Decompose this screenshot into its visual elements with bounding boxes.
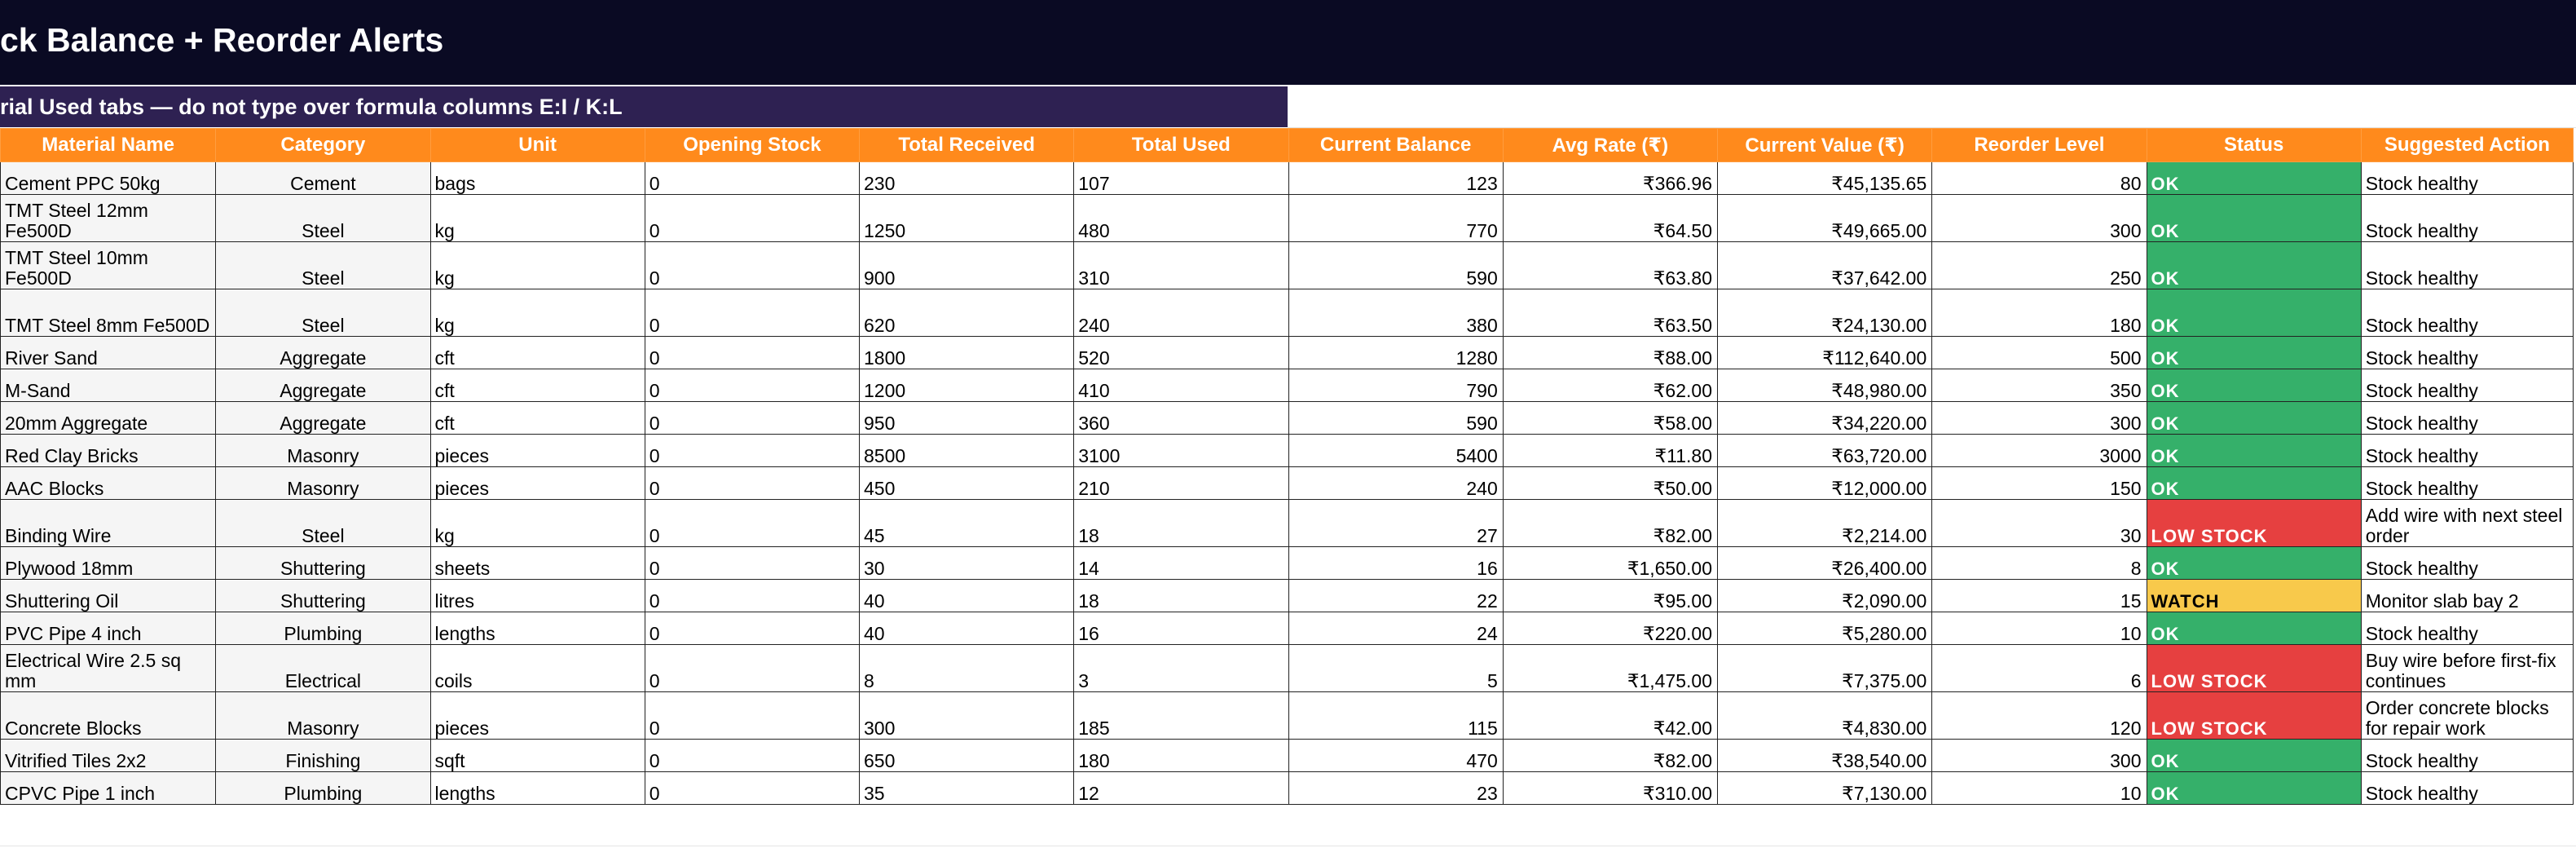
stock-table	[0, 128, 2574, 805]
cell-reorder-level[interactable]: 300	[1932, 740, 2147, 772]
cell-status[interactable]: OK	[2147, 162, 2361, 195]
cell-current-value[interactable]: ₹2,214.00	[1718, 500, 1932, 547]
cell-reorder-level[interactable]: 80	[1932, 162, 2147, 195]
cell-total-used[interactable]: 3	[1074, 645, 1288, 692]
cell-current-value[interactable]: ₹4,830.00	[1718, 692, 1932, 740]
cell-suggested-action[interactable]: Stock healthy	[2361, 242, 2573, 289]
table-row	[1, 242, 2574, 289]
cell-material-name[interactable]: TMT Steel 8mm Fe500D	[1, 289, 216, 337]
cell-avg-rate[interactable]: ₹95.00	[1503, 580, 1717, 612]
header-row	[1, 129, 2574, 162]
cell-current-balance[interactable]: 1280	[1288, 337, 1503, 369]
table-row	[1, 467, 2574, 500]
cell-status[interactable]: OK	[2147, 289, 2361, 337]
cell-opening-stock[interactable]: 0	[645, 500, 859, 547]
cell-current-value[interactable]: ₹112,640.00	[1718, 337, 1932, 369]
cell-unit[interactable]: pieces	[430, 435, 645, 467]
cell-opening-stock[interactable]: 0	[645, 435, 859, 467]
cell-reorder-level[interactable]: 15	[1932, 580, 2147, 612]
cell-suggested-action[interactable]: Buy wire before first-fix continues	[2361, 645, 2573, 692]
cell-category[interactable]: Aggregate	[216, 402, 430, 435]
cell-status[interactable]: OK	[2147, 547, 2361, 580]
col-header-opening-stock[interactable]: Opening Stock	[645, 129, 859, 162]
cell-total-used[interactable]: 240	[1074, 289, 1288, 337]
cell-total-received[interactable]: 45	[860, 500, 1074, 547]
cell-avg-rate[interactable]: ₹1,475.00	[1503, 645, 1717, 692]
cell-current-value[interactable]: ₹63,720.00	[1718, 435, 1932, 467]
table-row	[1, 547, 2574, 580]
table-row	[1, 337, 2574, 369]
cell-current-value[interactable]: ₹24,130.00	[1718, 289, 1932, 337]
cell-opening-stock[interactable]: 0	[645, 740, 859, 772]
cell-avg-rate[interactable]: ₹58.00	[1503, 402, 1717, 435]
cell-category[interactable]: Steel	[216, 500, 430, 547]
cell-material-name[interactable]: PVC Pipe 4 inch	[1, 612, 216, 645]
cell-avg-rate[interactable]: ₹366.96	[1503, 162, 1717, 195]
cell-current-balance[interactable]: 5	[1288, 645, 1503, 692]
cell-reorder-level[interactable]: 3000	[1932, 435, 2147, 467]
cell-category[interactable]: Cement	[216, 162, 430, 195]
cell-total-received[interactable]: 30	[860, 547, 1074, 580]
cell-avg-rate[interactable]: ₹1,650.00	[1503, 547, 1717, 580]
cell-current-value[interactable]: ₹38,540.00	[1718, 740, 1932, 772]
cell-unit[interactable]: lengths	[430, 612, 645, 645]
cell-total-received[interactable]: 8500	[860, 435, 1074, 467]
cell-unit[interactable]: kg	[430, 195, 645, 242]
col-header-reorder-level[interactable]: Reorder Level	[1932, 129, 2147, 162]
cell-status[interactable]: OK	[2147, 467, 2361, 500]
cell-current-value[interactable]: ₹2,090.00	[1718, 580, 1932, 612]
cell-unit[interactable]: kg	[430, 500, 645, 547]
cell-current-value[interactable]: ₹48,980.00	[1718, 369, 1932, 402]
cell-current-value[interactable]: ₹45,135.65	[1718, 162, 1932, 195]
col-header-suggested-action[interactable]: Suggested Action	[2361, 129, 2573, 162]
cell-total-used[interactable]: 16	[1074, 612, 1288, 645]
cell-current-balance[interactable]: 22	[1288, 580, 1503, 612]
cell-avg-rate[interactable]: ₹62.00	[1503, 369, 1717, 402]
cell-material-name[interactable]: 20mm Aggregate	[1, 402, 216, 435]
cell-material-name[interactable]: Shuttering Oil	[1, 580, 216, 612]
table-row	[1, 289, 2574, 337]
cell-reorder-level[interactable]: 10	[1932, 772, 2147, 805]
col-header-unit[interactable]: Unit	[430, 129, 645, 162]
cell-reorder-level[interactable]: 180	[1932, 289, 2147, 337]
cell-category[interactable]: Steel	[216, 242, 430, 289]
cell-status[interactable]: LOW STOCK	[2147, 692, 2361, 740]
cell-opening-stock[interactable]: 0	[645, 242, 859, 289]
col-header-status[interactable]: Status	[2147, 129, 2361, 162]
empty-rows	[0, 805, 2576, 846]
cell-reorder-level[interactable]: 500	[1932, 337, 2147, 369]
cell-suggested-action[interactable]: Stock healthy	[2361, 369, 2573, 402]
cell-category[interactable]: Aggregate	[216, 337, 430, 369]
cell-current-value[interactable]: ₹37,642.00	[1718, 242, 1932, 289]
cell-opening-stock[interactable]: 0	[645, 467, 859, 500]
table-row	[1, 500, 2574, 547]
cell-reorder-level[interactable]: 150	[1932, 467, 2147, 500]
cell-category[interactable]: Electrical	[216, 645, 430, 692]
cell-current-balance[interactable]: 590	[1288, 402, 1503, 435]
cell-status[interactable]: WATCH	[2147, 580, 2361, 612]
cell-current-balance[interactable]: 23	[1288, 772, 1503, 805]
cell-material-name[interactable]: Electrical Wire 2.5 sq mm	[1, 645, 216, 692]
cell-reorder-level[interactable]: 30	[1932, 500, 2147, 547]
cell-reorder-level[interactable]: 300	[1932, 195, 2147, 242]
cell-total-used[interactable]: 107	[1074, 162, 1288, 195]
cell-opening-stock[interactable]: 0	[645, 402, 859, 435]
cell-suggested-action[interactable]: Stock healthy	[2361, 195, 2573, 242]
cell-total-received[interactable]: 230	[860, 162, 1074, 195]
cell-current-balance[interactable]: 590	[1288, 242, 1503, 289]
cell-suggested-action[interactable]: Stock healthy	[2361, 612, 2573, 645]
instruction-text: rial Used tabs — do not type over formula columns E:I / K:L	[0, 95, 623, 119]
cell-material-name[interactable]: AAC Blocks	[1, 467, 216, 500]
cell-unit[interactable]: sheets	[430, 547, 645, 580]
cell-total-used[interactable]: 480	[1074, 195, 1288, 242]
cell-avg-rate[interactable]: ₹50.00	[1503, 467, 1717, 500]
cell-suggested-action[interactable]: Stock healthy	[2361, 740, 2573, 772]
cell-total-received[interactable]: 900	[860, 242, 1074, 289]
cell-avg-rate[interactable]: ₹11.80	[1503, 435, 1717, 467]
cell-reorder-level[interactable]: 120	[1932, 692, 2147, 740]
cell-category[interactable]: Finishing	[216, 740, 430, 772]
table-row	[1, 612, 2574, 645]
cell-unit[interactable]: kg	[430, 289, 645, 337]
cell-status[interactable]: OK	[2147, 740, 2361, 772]
cell-suggested-action[interactable]: Add wire with next steel order	[2361, 500, 2573, 547]
empty-grid-area	[1288, 86, 2576, 128]
cell-category[interactable]: Shuttering	[216, 580, 430, 612]
cell-opening-stock[interactable]: 0	[645, 547, 859, 580]
cell-current-balance[interactable]: 27	[1288, 500, 1503, 547]
cell-total-received[interactable]: 650	[860, 740, 1074, 772]
cell-total-used[interactable]: 12	[1074, 772, 1288, 805]
cell-opening-stock[interactable]: 0	[645, 612, 859, 645]
cell-category[interactable]: Masonry	[216, 467, 430, 500]
col-header-current-value[interactable]: Current Value (₹)	[1718, 129, 1932, 162]
cell-total-used[interactable]: 185	[1074, 692, 1288, 740]
cell-total-used[interactable]: 310	[1074, 242, 1288, 289]
cell-suggested-action[interactable]: Stock healthy	[2361, 467, 2573, 500]
cell-category[interactable]: Steel	[216, 195, 430, 242]
col-header-total-used[interactable]: Total Used	[1074, 129, 1288, 162]
col-header-material-name[interactable]: Material Name	[1, 129, 216, 162]
cell-opening-stock[interactable]: 0	[645, 289, 859, 337]
cell-total-received[interactable]: 40	[860, 612, 1074, 645]
table-body	[1, 162, 2574, 805]
cell-current-balance[interactable]: 24	[1288, 612, 1503, 645]
col-header-current-balance[interactable]: Current Balance	[1288, 129, 1503, 162]
cell-suggested-action[interactable]: Stock healthy	[2361, 402, 2573, 435]
cell-unit[interactable]: pieces	[430, 467, 645, 500]
cell-material-name[interactable]: Concrete Blocks	[1, 692, 216, 740]
table-row	[1, 692, 2574, 740]
cell-unit[interactable]: cft	[430, 369, 645, 402]
cell-current-value[interactable]: ₹34,220.00	[1718, 402, 1932, 435]
col-header-avg-rate[interactable]: Avg Rate (₹)	[1503, 129, 1717, 162]
cell-status[interactable]: OK	[2147, 242, 2361, 289]
sheet-title: ck Balance + Reorder Alerts	[0, 21, 444, 59]
cell-material-name[interactable]: CPVC Pipe 1 inch	[1, 772, 216, 805]
cell-total-received[interactable]: 1250	[860, 195, 1074, 242]
cell-unit[interactable]: lengths	[430, 772, 645, 805]
cell-current-balance[interactable]: 770	[1288, 195, 1503, 242]
cell-total-received[interactable]: 620	[860, 289, 1074, 337]
table-row	[1, 369, 2574, 402]
cell-opening-stock[interactable]: 0	[645, 195, 859, 242]
cell-suggested-action[interactable]: Monitor slab bay 2	[2361, 580, 2573, 612]
cell-avg-rate[interactable]: ₹82.00	[1503, 740, 1717, 772]
cell-opening-stock[interactable]: 0	[645, 645, 859, 692]
cell-current-value[interactable]: ₹12,000.00	[1718, 467, 1932, 500]
cell-material-name[interactable]: Vitrified Tiles 2x2	[1, 740, 216, 772]
col-header-category[interactable]: Category	[216, 129, 430, 162]
cell-total-received[interactable]: 1200	[860, 369, 1074, 402]
cell-material-name[interactable]: Red Clay Bricks	[1, 435, 216, 467]
cell-total-used[interactable]: 210	[1074, 467, 1288, 500]
cell-avg-rate[interactable]: ₹82.00	[1503, 500, 1717, 547]
cell-status[interactable]: LOW STOCK	[2147, 645, 2361, 692]
cell-opening-stock[interactable]: 0	[645, 772, 859, 805]
cell-total-used[interactable]: 520	[1074, 337, 1288, 369]
cell-reorder-level[interactable]: 6	[1932, 645, 2147, 692]
cell-unit[interactable]: litres	[430, 580, 645, 612]
cell-unit[interactable]: cft	[430, 337, 645, 369]
cell-status[interactable]: LOW STOCK	[2147, 500, 2361, 547]
cell-material-name[interactable]: TMT Steel 12mm Fe500D	[1, 195, 216, 242]
cell-reorder-level[interactable]: 300	[1932, 402, 2147, 435]
cell-total-received[interactable]: 35	[860, 772, 1074, 805]
cell-total-used[interactable]: 14	[1074, 547, 1288, 580]
instruction-banner	[0, 86, 1288, 127]
cell-unit[interactable]: sqft	[430, 740, 645, 772]
cell-total-used[interactable]: 18	[1074, 580, 1288, 612]
cell-suggested-action[interactable]: Stock healthy	[2361, 162, 2573, 195]
table-row	[1, 772, 2574, 805]
cell-unit[interactable]: pieces	[430, 692, 645, 740]
cell-current-balance[interactable]: 16	[1288, 547, 1503, 580]
cell-avg-rate[interactable]: ₹63.80	[1503, 242, 1717, 289]
cell-current-value[interactable]: ₹26,400.00	[1718, 547, 1932, 580]
cell-current-balance[interactable]: 115	[1288, 692, 1503, 740]
cell-current-balance[interactable]: 123	[1288, 162, 1503, 195]
cell-total-received[interactable]: 1800	[860, 337, 1074, 369]
cell-reorder-level[interactable]: 250	[1932, 242, 2147, 289]
cell-reorder-level[interactable]: 8	[1932, 547, 2147, 580]
cell-suggested-action[interactable]: Stock healthy	[2361, 289, 2573, 337]
cell-opening-stock[interactable]: 0	[645, 369, 859, 402]
cell-opening-stock[interactable]: 0	[645, 337, 859, 369]
cell-current-balance[interactable]: 790	[1288, 369, 1503, 402]
table-row	[1, 580, 2574, 612]
cell-avg-rate[interactable]: ₹42.00	[1503, 692, 1717, 740]
cell-avg-rate[interactable]: ₹88.00	[1503, 337, 1717, 369]
cell-status[interactable]: OK	[2147, 337, 2361, 369]
cell-total-received[interactable]: 950	[860, 402, 1074, 435]
cell-current-balance[interactable]: 240	[1288, 467, 1503, 500]
cell-material-name[interactable]: River Sand	[1, 337, 216, 369]
cell-suggested-action[interactable]: Stock healthy	[2361, 337, 2573, 369]
cell-opening-stock[interactable]: 0	[645, 162, 859, 195]
cell-current-balance[interactable]: 5400	[1288, 435, 1503, 467]
cell-status[interactable]: OK	[2147, 369, 2361, 402]
cell-unit[interactable]: kg	[430, 242, 645, 289]
cell-status[interactable]: OK	[2147, 612, 2361, 645]
cell-current-value[interactable]: ₹5,280.00	[1718, 612, 1932, 645]
cell-category[interactable]: Masonry	[216, 692, 430, 740]
table-row	[1, 195, 2574, 242]
cell-total-received[interactable]: 450	[860, 467, 1074, 500]
cell-total-used[interactable]: 180	[1074, 740, 1288, 772]
cell-suggested-action[interactable]: Stock healthy	[2361, 772, 2573, 805]
cell-current-balance[interactable]: 380	[1288, 289, 1503, 337]
table-row	[1, 162, 2574, 195]
cell-unit[interactable]: coils	[430, 645, 645, 692]
cell-suggested-action[interactable]: Stock healthy	[2361, 547, 2573, 580]
cell-category[interactable]: Steel	[216, 289, 430, 337]
cell-category[interactable]: Shuttering	[216, 547, 430, 580]
cell-status[interactable]: OK	[2147, 435, 2361, 467]
table-row	[1, 740, 2574, 772]
cell-material-name[interactable]: M-Sand	[1, 369, 216, 402]
cell-material-name[interactable]: Cement PPC 50kg	[1, 162, 216, 195]
cell-opening-stock[interactable]: 0	[645, 692, 859, 740]
table-row	[1, 645, 2574, 692]
cell-current-balance[interactable]: 470	[1288, 740, 1503, 772]
cell-total-used[interactable]: 360	[1074, 402, 1288, 435]
cell-reorder-level[interactable]: 10	[1932, 612, 2147, 645]
cell-status[interactable]: OK	[2147, 195, 2361, 242]
cell-material-name[interactable]: Plywood 18mm	[1, 547, 216, 580]
cell-avg-rate[interactable]: ₹220.00	[1503, 612, 1717, 645]
cell-status[interactable]: OK	[2147, 402, 2361, 435]
cell-current-value[interactable]: ₹49,665.00	[1718, 195, 1932, 242]
cell-avg-rate[interactable]: ₹310.00	[1503, 772, 1717, 805]
cell-avg-rate[interactable]: ₹63.50	[1503, 289, 1717, 337]
cell-suggested-action[interactable]: Order concrete blocks for repair work	[2361, 692, 2573, 740]
cell-total-used[interactable]: 18	[1074, 500, 1288, 547]
cell-total-received[interactable]: 8	[860, 645, 1074, 692]
col-header-total-received[interactable]: Total Received	[860, 129, 1074, 162]
cell-total-received[interactable]: 40	[860, 580, 1074, 612]
cell-total-used[interactable]: 410	[1074, 369, 1288, 402]
cell-status[interactable]: OK	[2147, 772, 2361, 805]
cell-current-value[interactable]: ₹7,375.00	[1718, 645, 1932, 692]
cell-opening-stock[interactable]: 0	[645, 580, 859, 612]
cell-unit[interactable]: bags	[430, 162, 645, 195]
cell-category[interactable]: Aggregate	[216, 369, 430, 402]
cell-current-value[interactable]: ₹7,130.00	[1718, 772, 1932, 805]
cell-reorder-level[interactable]: 350	[1932, 369, 2147, 402]
cell-material-name[interactable]: Binding Wire	[1, 500, 216, 547]
sheet-title-bar	[0, 0, 2576, 85]
cell-unit[interactable]: cft	[430, 402, 645, 435]
table-row	[1, 435, 2574, 467]
cell-category[interactable]: Plumbing	[216, 772, 430, 805]
cell-total-used[interactable]: 3100	[1074, 435, 1288, 467]
cell-category[interactable]: Plumbing	[216, 612, 430, 645]
cell-category[interactable]: Masonry	[216, 435, 430, 467]
cell-avg-rate[interactable]: ₹64.50	[1503, 195, 1717, 242]
cell-suggested-action[interactable]: Stock healthy	[2361, 435, 2573, 467]
table-row	[1, 402, 2574, 435]
cell-total-received[interactable]: 300	[860, 692, 1074, 740]
cell-material-name[interactable]: TMT Steel 10mm Fe500D	[1, 242, 216, 289]
